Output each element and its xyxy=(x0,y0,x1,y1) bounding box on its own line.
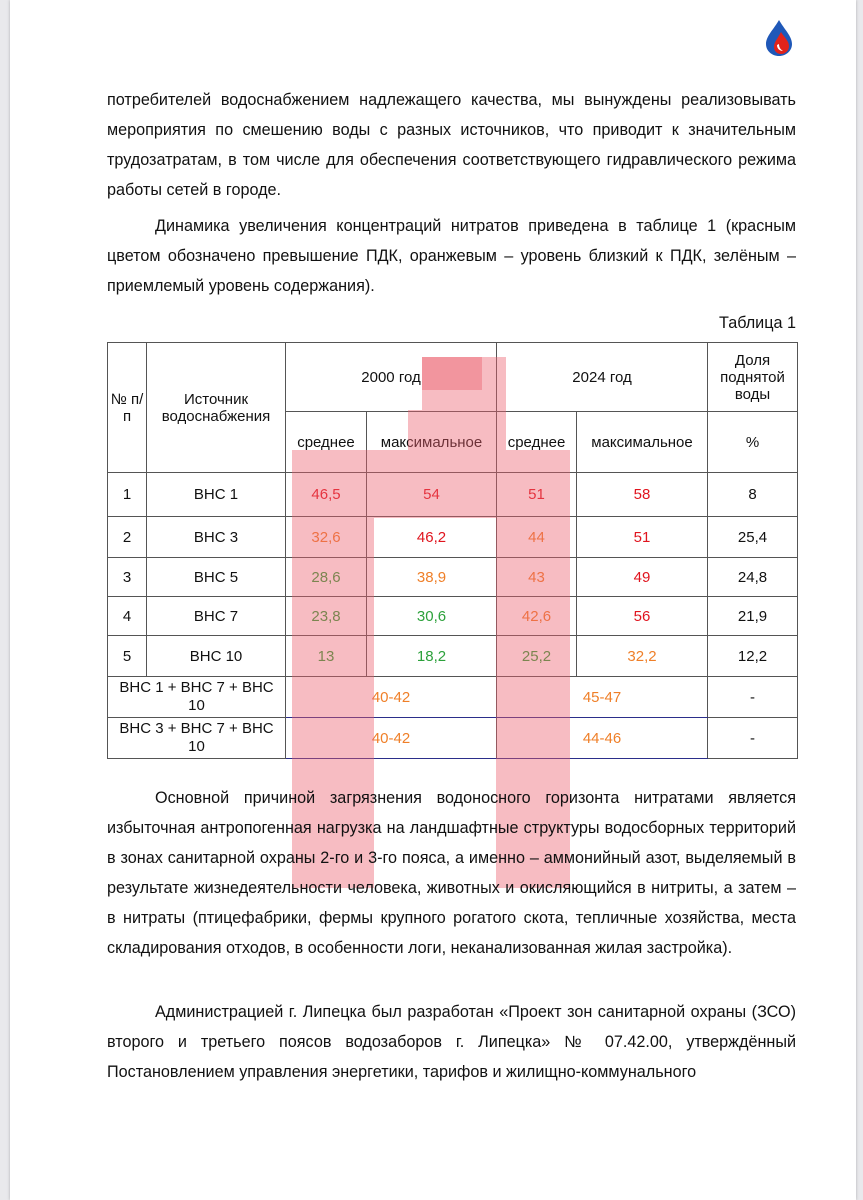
mix-share: - xyxy=(708,677,798,718)
row-source: ВНС 5 xyxy=(147,558,286,597)
value-max-2024: 56 xyxy=(577,597,708,636)
value-avg-2024: 43 xyxy=(497,558,577,597)
row-source: ВНС 1 xyxy=(147,473,286,517)
table-caption: Таблица 1 xyxy=(719,314,796,332)
value-max-2024: 32,2 xyxy=(577,636,708,677)
header-avg-2024: среднее xyxy=(497,412,577,473)
mix-value-2024: 44-46 xyxy=(497,718,708,759)
table-row xyxy=(108,517,798,558)
mix-value-2024: 45-47 xyxy=(497,677,708,718)
value-max-2000: 30,6 xyxy=(367,597,497,636)
header-max-2024: максимальное xyxy=(577,412,708,473)
value-share: 25,4 xyxy=(708,517,798,558)
row-source: ВНС 7 xyxy=(147,597,286,636)
document-page xyxy=(10,0,856,1200)
value-share: 24,8 xyxy=(708,558,798,597)
value-share: 21,9 xyxy=(708,597,798,636)
table-row xyxy=(108,473,798,517)
row-num: 4 xyxy=(108,597,147,636)
value-max-2000: 38,9 xyxy=(367,558,497,597)
value-max-2000: 54 xyxy=(367,473,497,517)
header-source: Источник водоснабжения xyxy=(147,343,286,473)
header-percent: % xyxy=(708,412,798,473)
header-year-2000: 2000 год xyxy=(286,343,497,412)
row-num: 5 xyxy=(108,636,147,677)
value-share: 8 xyxy=(708,473,798,517)
table-row xyxy=(108,718,798,759)
mix-source: ВНС 1 + ВНС 7 + ВНС 10 xyxy=(108,677,286,718)
table-row xyxy=(108,597,798,636)
value-avg-2024: 42,6 xyxy=(497,597,577,636)
header-max-2000: максимальное xyxy=(367,412,497,473)
value-avg-2024: 44 xyxy=(497,517,577,558)
row-source: ВНС 3 xyxy=(147,517,286,558)
row-source: ВНС 10 xyxy=(147,636,286,677)
value-share: 12,2 xyxy=(708,636,798,677)
header-year-2024: 2024 год xyxy=(497,343,708,412)
header-share: Доля поднятой воды xyxy=(708,343,798,412)
row-num: 2 xyxy=(108,517,147,558)
value-avg-2000: 23,8 xyxy=(286,597,367,636)
table-row xyxy=(108,677,798,718)
value-max-2024: 58 xyxy=(577,473,708,517)
mix-share: - xyxy=(708,718,798,759)
header-avg-2000: среднее xyxy=(286,412,367,473)
table-row xyxy=(108,636,798,677)
value-avg-2024: 25,2 xyxy=(497,636,577,677)
value-avg-2000: 28,6 xyxy=(286,558,367,597)
row-num: 3 xyxy=(108,558,147,597)
mix-source: ВНС 3 + ВНС 7 + ВНС 10 xyxy=(108,718,286,759)
value-avg-2000: 32,6 xyxy=(286,517,367,558)
paragraph-consumers: потребителей водоснабжением надлежащего качества, мы вынуждены реализовывать мероприятия по смешению воды с разных источников, что приводит к значительным трудозатратам, в том числе для обеспечения соответствующего гидравлического режима работы сетей в городе. xyxy=(107,91,796,199)
value-max-2000: 46,2 xyxy=(367,517,497,558)
value-avg-2000: 13 xyxy=(286,636,367,677)
value-avg-2000: 46,5 xyxy=(286,473,367,517)
paragraph-cause: Основной причиной загрязнения водоносного горизонта нитратами является избыточная антропогенная нагрузка на ландшафтные структуры водосборных территорий в зонах санитарной охраны 2-го и 3-го пояса, а именно – аммонийный азот, выделяемый в результате жизнедеятельности человека, животных и окисляющийся в нитриты, а затем – в нитраты (птицефабрики, фермы крупного рогатого скота, тепличные хозяйства, места складирования отходов, в особенности логи, неканализованная жилая застройка). xyxy=(107,789,796,957)
mix-value-2000: 40-42 xyxy=(286,718,497,759)
row-num: 1 xyxy=(108,473,147,517)
paragraph-administration: Администрацией г. Липецка был разработан «Проект зон санитарной охраны (ЗСО) второго и третьего поясов водозаборов г. Липецка» № 07.42.00, утверждённый Постановлением управления энергетики, тарифов и жилищно-коммунального xyxy=(107,1003,796,1081)
nitrates-table xyxy=(107,342,798,759)
table-row xyxy=(108,558,798,597)
value-avg-2024: 51 xyxy=(497,473,577,517)
drop-logo-icon xyxy=(762,18,796,58)
mix-value-2000: 40-42 xyxy=(286,677,497,718)
paragraph-dynamics: Динамика увеличения концентраций нитратов приведена в таблице 1 (красным цветом обозначено превышение ПДК, оранжевым – уровень близкий к ПДК, зелёным – приемлемый уровень содержания). xyxy=(107,217,796,295)
value-max-2000: 18,2 xyxy=(367,636,497,677)
value-max-2024: 49 xyxy=(577,558,708,597)
value-max-2024: 51 xyxy=(577,517,708,558)
header-num: № п/п xyxy=(108,343,147,473)
